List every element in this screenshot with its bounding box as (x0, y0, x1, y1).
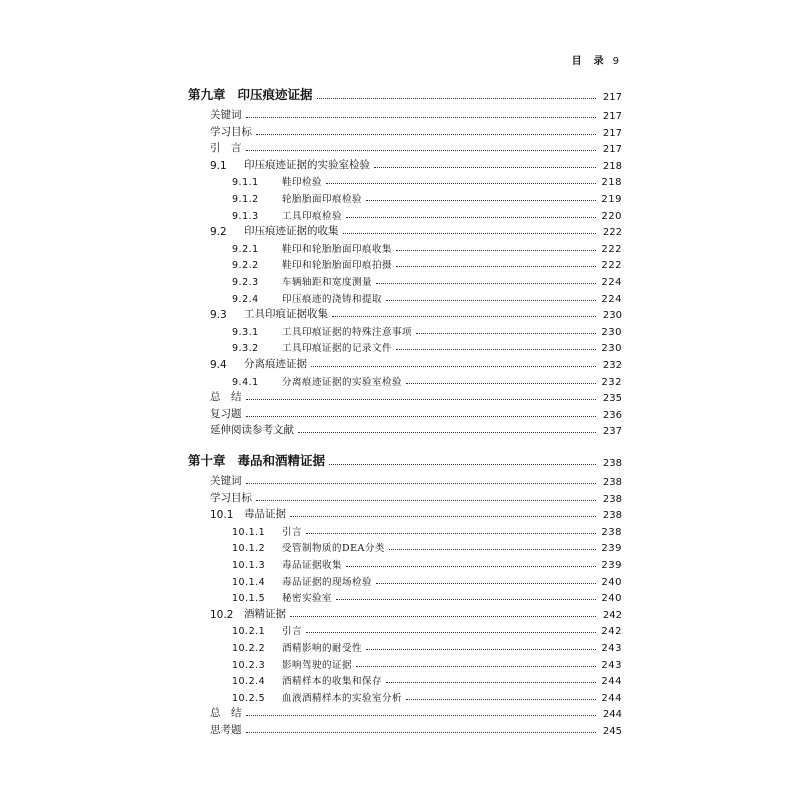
entry-title: 分离痕迹证据的实验室检验 (282, 376, 403, 388)
chapter-number: 第九章 (188, 87, 226, 102)
toc-entry[interactable] (188, 155, 622, 172)
toc-entry[interactable] (188, 171, 622, 188)
dot-leader (246, 415, 597, 417)
dot-leader (356, 665, 596, 667)
dot-leader (290, 515, 596, 517)
entry-title: 印压痕迹的浇铸和提取 (282, 293, 383, 305)
dot-leader (406, 698, 596, 700)
dot-leader (336, 598, 596, 600)
toc-entry[interactable] (188, 205, 622, 222)
page-number: 238 (601, 526, 622, 538)
dot-leader (396, 249, 596, 251)
page-number: 242 (602, 609, 622, 621)
section-number: 10.2.3 (232, 659, 266, 671)
toc-entry[interactable] (188, 271, 622, 288)
page-number: 217 (602, 92, 622, 103)
dot-leader (246, 116, 597, 118)
toc-entry[interactable] (188, 471, 622, 488)
dot-leader (246, 731, 597, 733)
page-number: 243 (601, 643, 622, 654)
dot-leader (256, 499, 596, 501)
entry-title: 引言 (282, 526, 303, 538)
running-head-page-number: 9 (612, 56, 620, 67)
entry-title: 鞋印和轮胎胎面印痕收集 (282, 243, 393, 255)
entry-title: 车辆轴距和宽度测量 (282, 277, 373, 288)
section-number: 9.1 (210, 159, 227, 172)
entry-title: 学习目标 (210, 491, 252, 504)
entry-title: 轮胎胎面印痕检验 (282, 194, 363, 205)
section-number: 10.2 (210, 608, 234, 621)
toc-entry[interactable] (188, 138, 622, 155)
toc-entry[interactable] (188, 122, 622, 139)
toc-entry[interactable] (188, 288, 622, 305)
toc-entry[interactable] (188, 387, 622, 404)
page-number: 224 (601, 277, 622, 288)
page-number: 230 (601, 343, 622, 355)
section-number: 10.1.3 (232, 560, 266, 571)
entry-title: 总 结 (210, 707, 242, 720)
section-number: 10.1.2 (232, 543, 266, 555)
section-number: 9.1.3 (232, 210, 259, 222)
running-head (572, 52, 620, 67)
dot-leader (346, 565, 596, 567)
page-number: 230 (601, 326, 622, 338)
dot-leader (374, 166, 596, 168)
entry-title: 秘密实验室 (282, 593, 333, 605)
toc-entry[interactable] (188, 703, 622, 720)
entry-title: 学习目标 (210, 125, 252, 138)
section-number: 9.2.1 (232, 243, 259, 255)
section-number: 10.1.1 (232, 526, 266, 538)
dot-leader (376, 282, 596, 284)
toc-entry[interactable] (188, 637, 622, 654)
section-number: 9.3.1 (232, 326, 259, 338)
page-number: 239 (601, 560, 622, 571)
dot-leader (366, 199, 596, 201)
page-number: 222 (601, 243, 622, 255)
page-number: 237 (602, 426, 622, 438)
page-number: 232 (602, 360, 622, 371)
page-number: 219 (601, 194, 622, 205)
dot-leader (246, 482, 597, 484)
dot-leader (396, 348, 596, 350)
entry-title: 印压痕迹证据的实验室检验 (244, 158, 370, 171)
toc-entry[interactable] (188, 554, 622, 571)
toc-entry[interactable] (188, 537, 622, 554)
toc-entry[interactable] (188, 404, 622, 421)
entry-title: 工具印痕证据的记录文件 (282, 343, 393, 355)
toc-entry[interactable] (188, 354, 622, 371)
dot-leader (376, 582, 596, 584)
page-number: 238 (602, 510, 622, 522)
section-number: 10.2.4 (232, 676, 266, 688)
page-number: 242 (601, 626, 622, 638)
toc-entry[interactable] (188, 105, 622, 122)
entry-title: 工具印痕证据收集 (244, 308, 328, 321)
section-number: 9.2.4 (232, 293, 259, 305)
toc-entry[interactable] (188, 371, 622, 388)
section-number: 9.1.2 (232, 194, 259, 205)
toc-chapter-heading[interactable] (188, 86, 622, 103)
toc-entry[interactable] (188, 687, 622, 704)
toc-entry[interactable] (188, 521, 622, 538)
section-number: 10.2.2 (232, 643, 266, 654)
section-number: 9.4.1 (232, 376, 259, 388)
toc-entry[interactable] (188, 238, 622, 255)
toc-entry[interactable] (188, 504, 622, 521)
page-number: 238 (602, 477, 622, 488)
dot-leader (317, 97, 596, 99)
toc-entry[interactable] (188, 654, 622, 671)
dot-leader (386, 299, 596, 301)
page-number: 244 (601, 692, 622, 704)
toc-entry[interactable] (188, 321, 622, 338)
entry-title: 毒品证据的现场检验 (282, 576, 373, 588)
page-number: 243 (601, 659, 622, 671)
dot-leader (306, 631, 596, 633)
entry-title: 关键词 (210, 475, 242, 487)
section-number: 9.2 (210, 226, 227, 239)
page-number: 239 (601, 543, 622, 555)
toc-entry[interactable] (188, 604, 622, 621)
section-number: 10.1.4 (232, 576, 266, 588)
chapter-title: 毒品和酒精证据 (237, 453, 326, 468)
dot-leader (256, 133, 596, 135)
section-number: 9.3.2 (232, 343, 259, 355)
toc-entry[interactable] (188, 488, 622, 505)
entry-title: 酒精影响的耐受性 (282, 643, 363, 654)
toc-entry[interactable] (188, 670, 622, 687)
entry-title: 工具印痕证据的特殊注意事项 (282, 326, 413, 338)
section-number: 9.1.1 (232, 177, 259, 189)
dot-leader (386, 681, 596, 683)
entry-title: 分离痕迹证据 (244, 358, 307, 370)
entry-title: 复习题 (210, 407, 242, 420)
dot-leader (290, 615, 596, 617)
page-number: 238 (602, 493, 622, 505)
page-number: 217 (602, 127, 622, 139)
page-number: 218 (601, 177, 622, 189)
dot-leader (298, 431, 596, 433)
entry-title: 延伸阅读参考文献 (210, 424, 294, 437)
chapter-title: 印压痕迹证据 (237, 87, 313, 102)
section-number: 9.2.3 (232, 277, 259, 288)
page-number: 245 (602, 726, 622, 737)
entry-title: 思考题 (210, 724, 242, 736)
section-number: 10.2.1 (232, 626, 266, 638)
entry-title: 印压痕迹证据的收集 (244, 225, 339, 238)
dot-leader (306, 532, 596, 534)
page-number: 232 (601, 376, 622, 388)
entry-title: 酒精证据 (244, 607, 286, 620)
toc-chapter-heading[interactable] (188, 452, 622, 469)
dot-leader (396, 265, 596, 267)
toc-entry[interactable] (188, 304, 622, 321)
entry-title: 影响驾驶的证据 (282, 659, 353, 671)
section-number: 10.1.5 (232, 593, 266, 605)
dot-leader (246, 398, 597, 400)
page-number: 222 (602, 227, 622, 239)
dot-leader (329, 463, 596, 465)
page-number: 238 (602, 458, 622, 469)
chapter-number: 第十章 (188, 453, 226, 468)
entry-title: 总 结 (210, 391, 242, 404)
page-number: 220 (601, 210, 622, 222)
dot-leader (366, 648, 596, 650)
toc-entry[interactable] (188, 420, 622, 437)
dot-leader (389, 548, 596, 550)
page-number: 240 (601, 576, 622, 588)
dot-leader (416, 332, 596, 334)
dot-leader (326, 182, 596, 184)
section-number: 9.2.2 (232, 260, 259, 272)
section-number: 10.1 (210, 509, 234, 522)
entry-title: 引 言 (210, 142, 242, 155)
page-number: 235 (602, 393, 622, 405)
section-number: 9.3 (210, 309, 227, 322)
entry-title: 毒品证据收集 (282, 560, 343, 571)
toc-entry[interactable] (188, 254, 622, 271)
page-number: 244 (602, 709, 622, 721)
toc-entry[interactable] (188, 221, 622, 238)
entry-title: 酒精样本的收集和保存 (282, 676, 383, 688)
section-number: 9.4 (210, 359, 227, 371)
entry-title: 血液酒精样本的实验室分析 (282, 692, 403, 704)
dot-leader (311, 365, 596, 367)
entry-title: 工具印痕检验 (282, 210, 343, 222)
dot-leader (406, 382, 596, 384)
dot-leader (246, 714, 597, 716)
entry-title: 关键词 (210, 109, 242, 121)
entry-title: 毒品证据 (244, 508, 286, 521)
toc-entry[interactable] (188, 188, 622, 205)
page-number: 217 (602, 144, 622, 156)
entry-title: 受管制物质的DEA分类 (282, 543, 385, 555)
page-number: 217 (602, 111, 622, 122)
toc-entry[interactable] (188, 720, 622, 737)
dot-leader (332, 315, 596, 317)
dot-leader (343, 232, 597, 234)
running-head-title: 目 录 (571, 56, 605, 67)
toc-entry[interactable] (188, 620, 622, 637)
entry-title: 鞋印和轮胎胎面印痕拍摄 (282, 260, 393, 272)
page-number: 240 (601, 593, 622, 605)
page-number: 230 (602, 310, 622, 322)
dot-leader (246, 149, 597, 151)
entry-title: 引言 (282, 626, 303, 638)
toc-entry[interactable] (188, 571, 622, 588)
page-number: 218 (602, 160, 622, 172)
dot-leader (346, 216, 596, 218)
entry-title: 鞋印检验 (282, 177, 323, 189)
page-number: 236 (602, 409, 622, 421)
page-number: 224 (601, 293, 622, 305)
page-number: 244 (601, 676, 622, 688)
toc-entry[interactable] (188, 337, 622, 354)
section-number: 10.2.5 (232, 692, 266, 704)
toc-entry[interactable] (188, 587, 622, 604)
page-number: 222 (601, 260, 622, 272)
